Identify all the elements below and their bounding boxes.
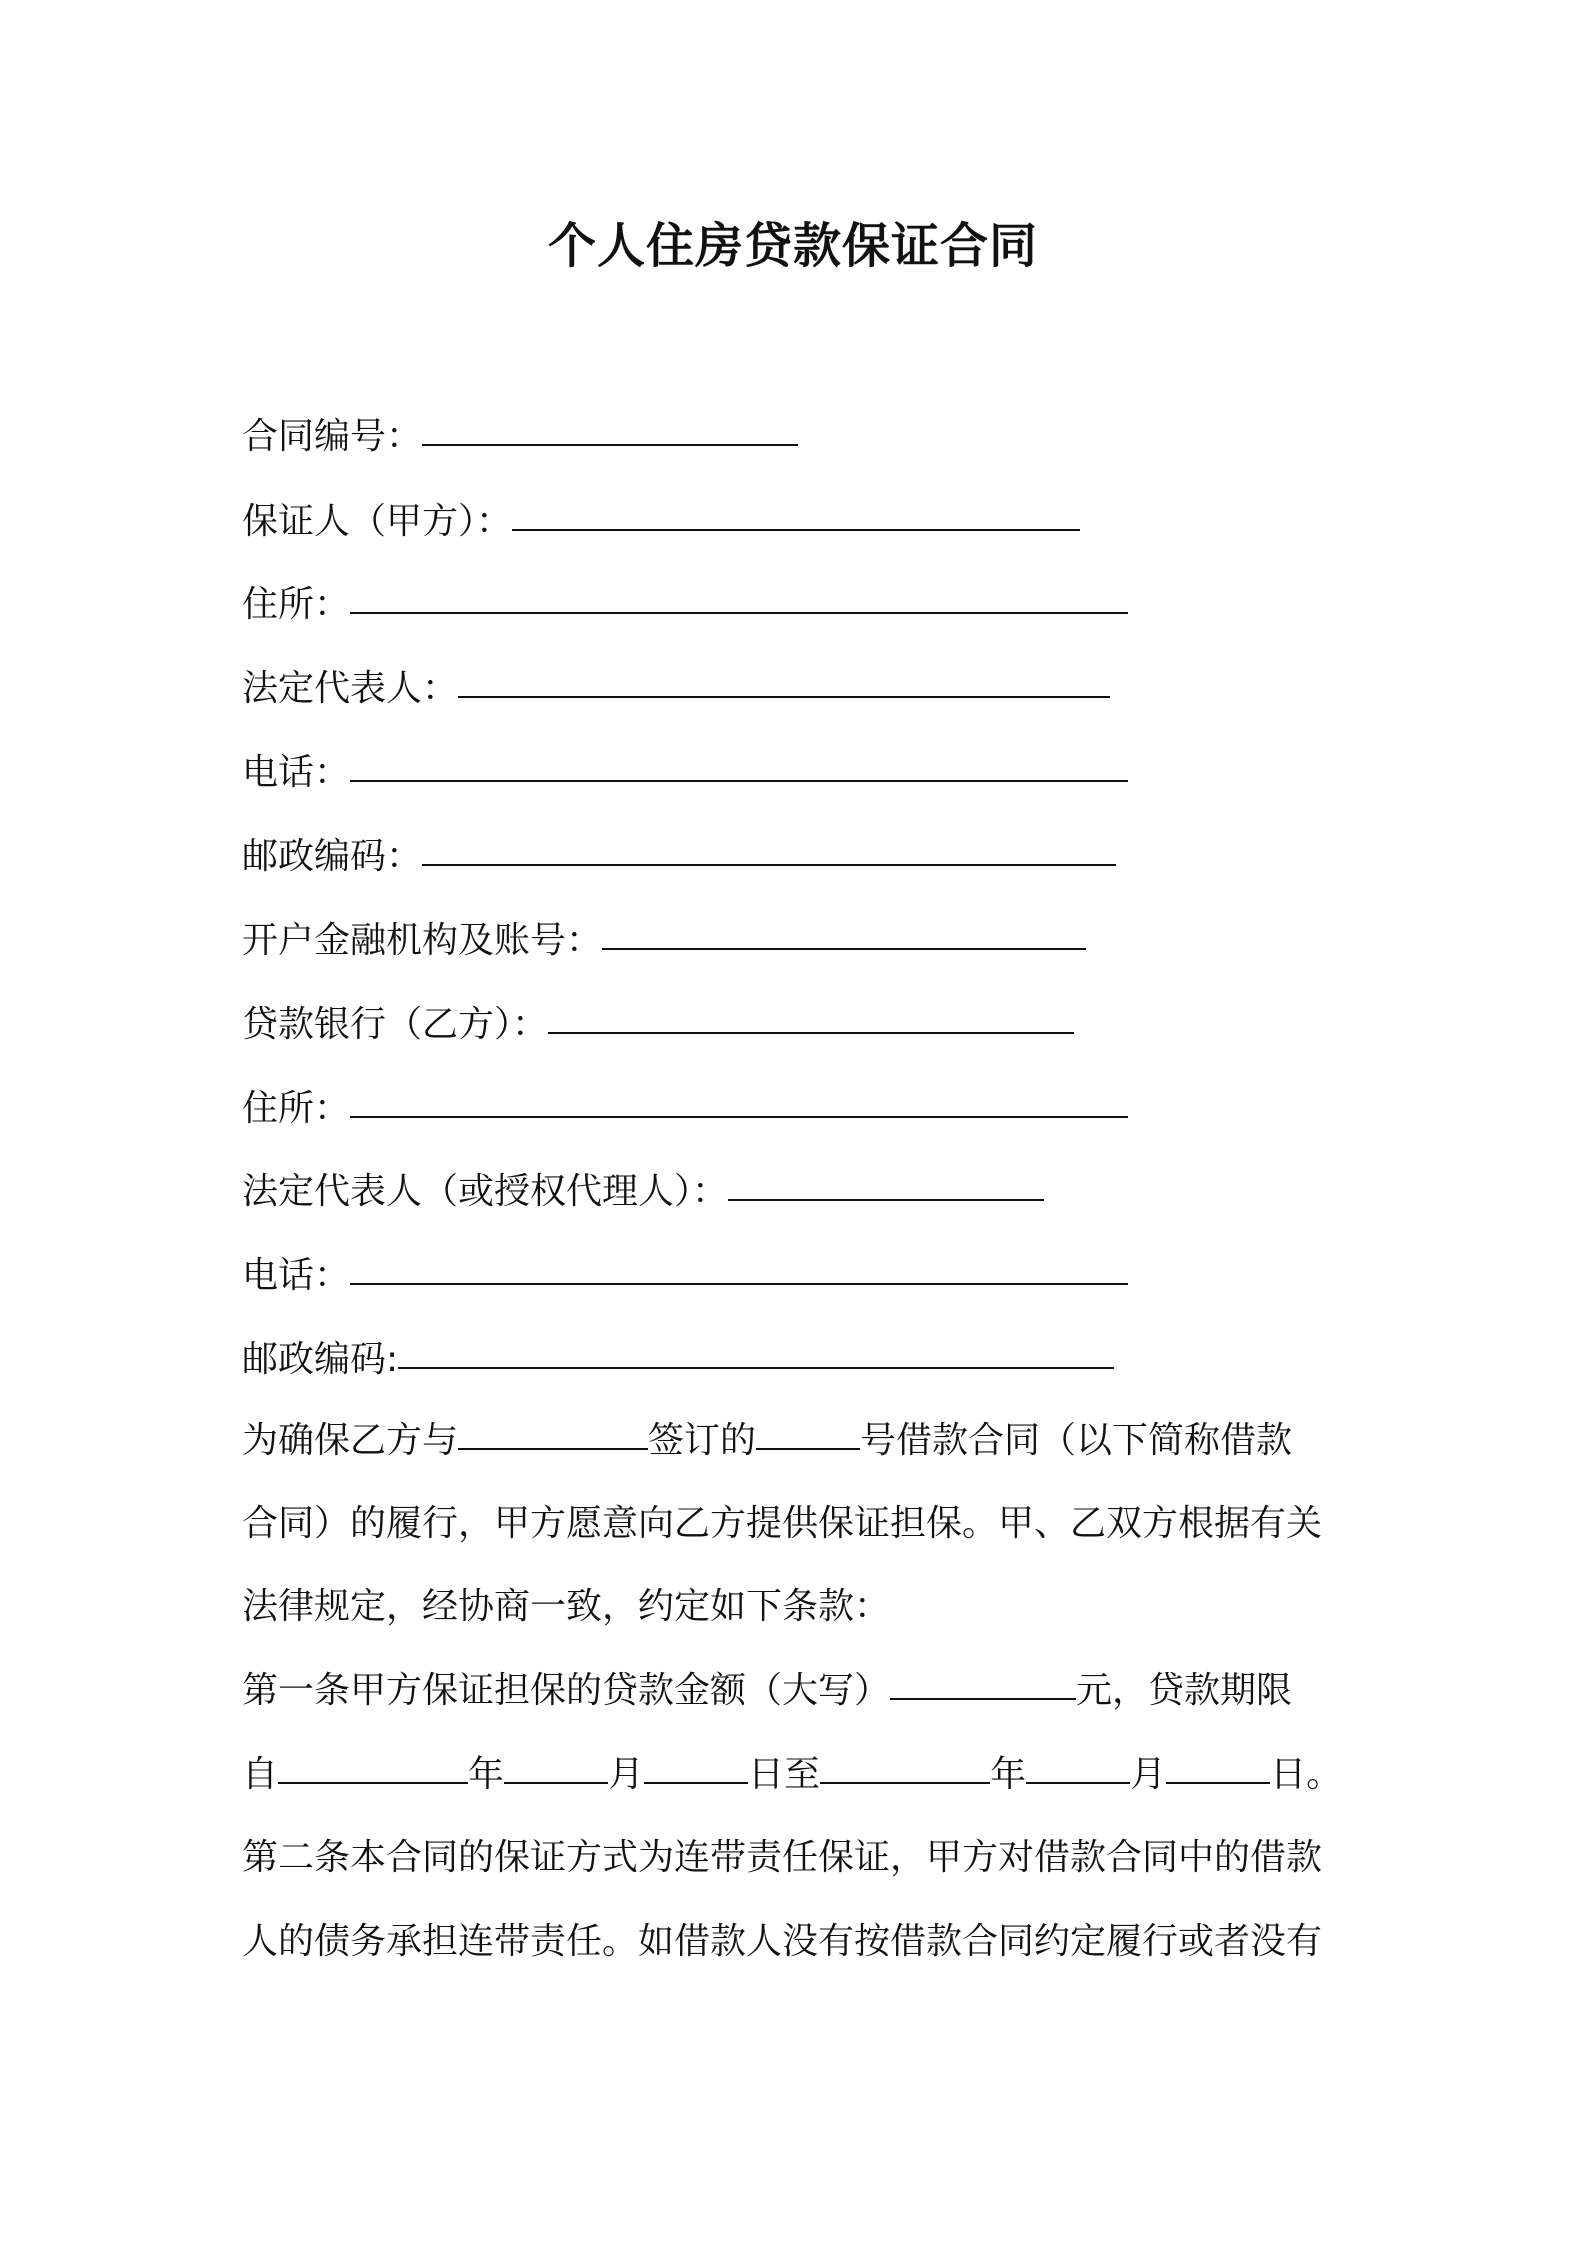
- article-text: 元，贷款期限: [1076, 1670, 1293, 1711]
- field-label: 法定代表人（或授权代理人）：: [242, 1171, 729, 1212]
- intro-line-3: 法律规定，经协商一致，约定如下条款：: [242, 1586, 891, 1627]
- intro-line-1: [242, 1416, 1362, 1466]
- intro-line-2: 合同）的履行，甲方愿意向乙方提供保证担保。甲、乙双方根据有关: [242, 1503, 1323, 1544]
- intro-text: 号借款合同（以下简称借款: [860, 1420, 1293, 1461]
- date-text: 月: [1130, 1754, 1167, 1795]
- fill-blank[interactable]: [504, 1782, 608, 1784]
- fill-blank[interactable]: [756, 1448, 860, 1450]
- fill-blank[interactable]: [890, 1698, 1076, 1700]
- fill-blank[interactable]: [422, 864, 1116, 866]
- fill-blank[interactable]: [398, 1367, 1114, 1369]
- field-guarantor-postcode: [242, 832, 1116, 882]
- fill-blank[interactable]: [1166, 1782, 1270, 1784]
- fill-blank[interactable]: [458, 1448, 648, 1450]
- fill-blank[interactable]: [548, 1032, 1074, 1034]
- field-guarantor-address: [242, 580, 1128, 630]
- article-2-line-1: 第二条本合同的保证方式为连带责任保证，甲方对借款合同中的借款: [242, 1837, 1323, 1878]
- fill-blank[interactable]: [512, 529, 1080, 531]
- date-text: 年: [990, 1754, 1027, 1795]
- date-text: 日。: [1270, 1754, 1343, 1795]
- fill-blank[interactable]: [350, 612, 1128, 614]
- field-label: 住所：: [242, 1088, 351, 1129]
- field-label: 住所：: [242, 584, 351, 625]
- field-bank-account: [242, 916, 1086, 966]
- field-lender-address: [242, 1084, 1128, 1134]
- fill-blank[interactable]: [602, 948, 1086, 950]
- fill-blank[interactable]: [728, 1199, 1044, 1201]
- fill-blank[interactable]: [422, 444, 798, 446]
- field-label: 邮政编码:: [242, 1339, 399, 1380]
- fill-blank[interactable]: [350, 1283, 1128, 1285]
- field-label: 开户金融机构及账号：: [242, 920, 603, 961]
- article-text: 第一条甲方保证担保的贷款金额（大写）: [242, 1670, 891, 1711]
- fill-blank[interactable]: [278, 1782, 468, 1784]
- field-label: 电话：: [242, 1255, 351, 1296]
- field-label: 电话：: [242, 752, 351, 793]
- field-label: 保证人（甲方）：: [242, 501, 513, 542]
- article-2-line-2: 人的债务承担连带责任。如借款人没有按借款合同约定履行或者没有: [242, 1921, 1323, 1962]
- date-text: 月: [608, 1754, 645, 1795]
- field-lender-postcode: [242, 1335, 1114, 1385]
- field-guarantor-legal-rep: [242, 664, 1110, 714]
- fill-blank[interactable]: [820, 1782, 990, 1784]
- intro-text: 为确保乙方与: [242, 1420, 459, 1461]
- fill-blank[interactable]: [458, 696, 1110, 698]
- fill-blank[interactable]: [350, 780, 1128, 782]
- field-lender-legal-rep: [242, 1167, 1044, 1217]
- date-text: 自: [242, 1754, 279, 1795]
- fill-blank[interactable]: [1026, 1782, 1130, 1784]
- date-text: 年: [468, 1754, 505, 1795]
- document-title: 个人住房贷款保证合同: [547, 218, 1038, 274]
- field-contract-number: [242, 412, 798, 462]
- field-label: 贷款银行（乙方）：: [242, 1004, 549, 1045]
- article-1-line-1: [242, 1666, 1362, 1716]
- field-guarantor-phone: [242, 748, 1128, 798]
- field-label: 邮政编码：: [242, 836, 423, 877]
- field-label: 合同编号：: [242, 416, 423, 457]
- field-lender-bank: [242, 1000, 1074, 1050]
- intro-text: 签订的: [648, 1420, 757, 1461]
- article-1-line-2: [242, 1750, 1362, 1800]
- field-lender-phone: [242, 1251, 1128, 1301]
- fill-blank[interactable]: [644, 1782, 748, 1784]
- field-guarantor: [242, 497, 1080, 547]
- field-label: 法定代表人：: [242, 668, 459, 709]
- fill-blank[interactable]: [350, 1116, 1128, 1118]
- date-text: 日至: [748, 1754, 821, 1795]
